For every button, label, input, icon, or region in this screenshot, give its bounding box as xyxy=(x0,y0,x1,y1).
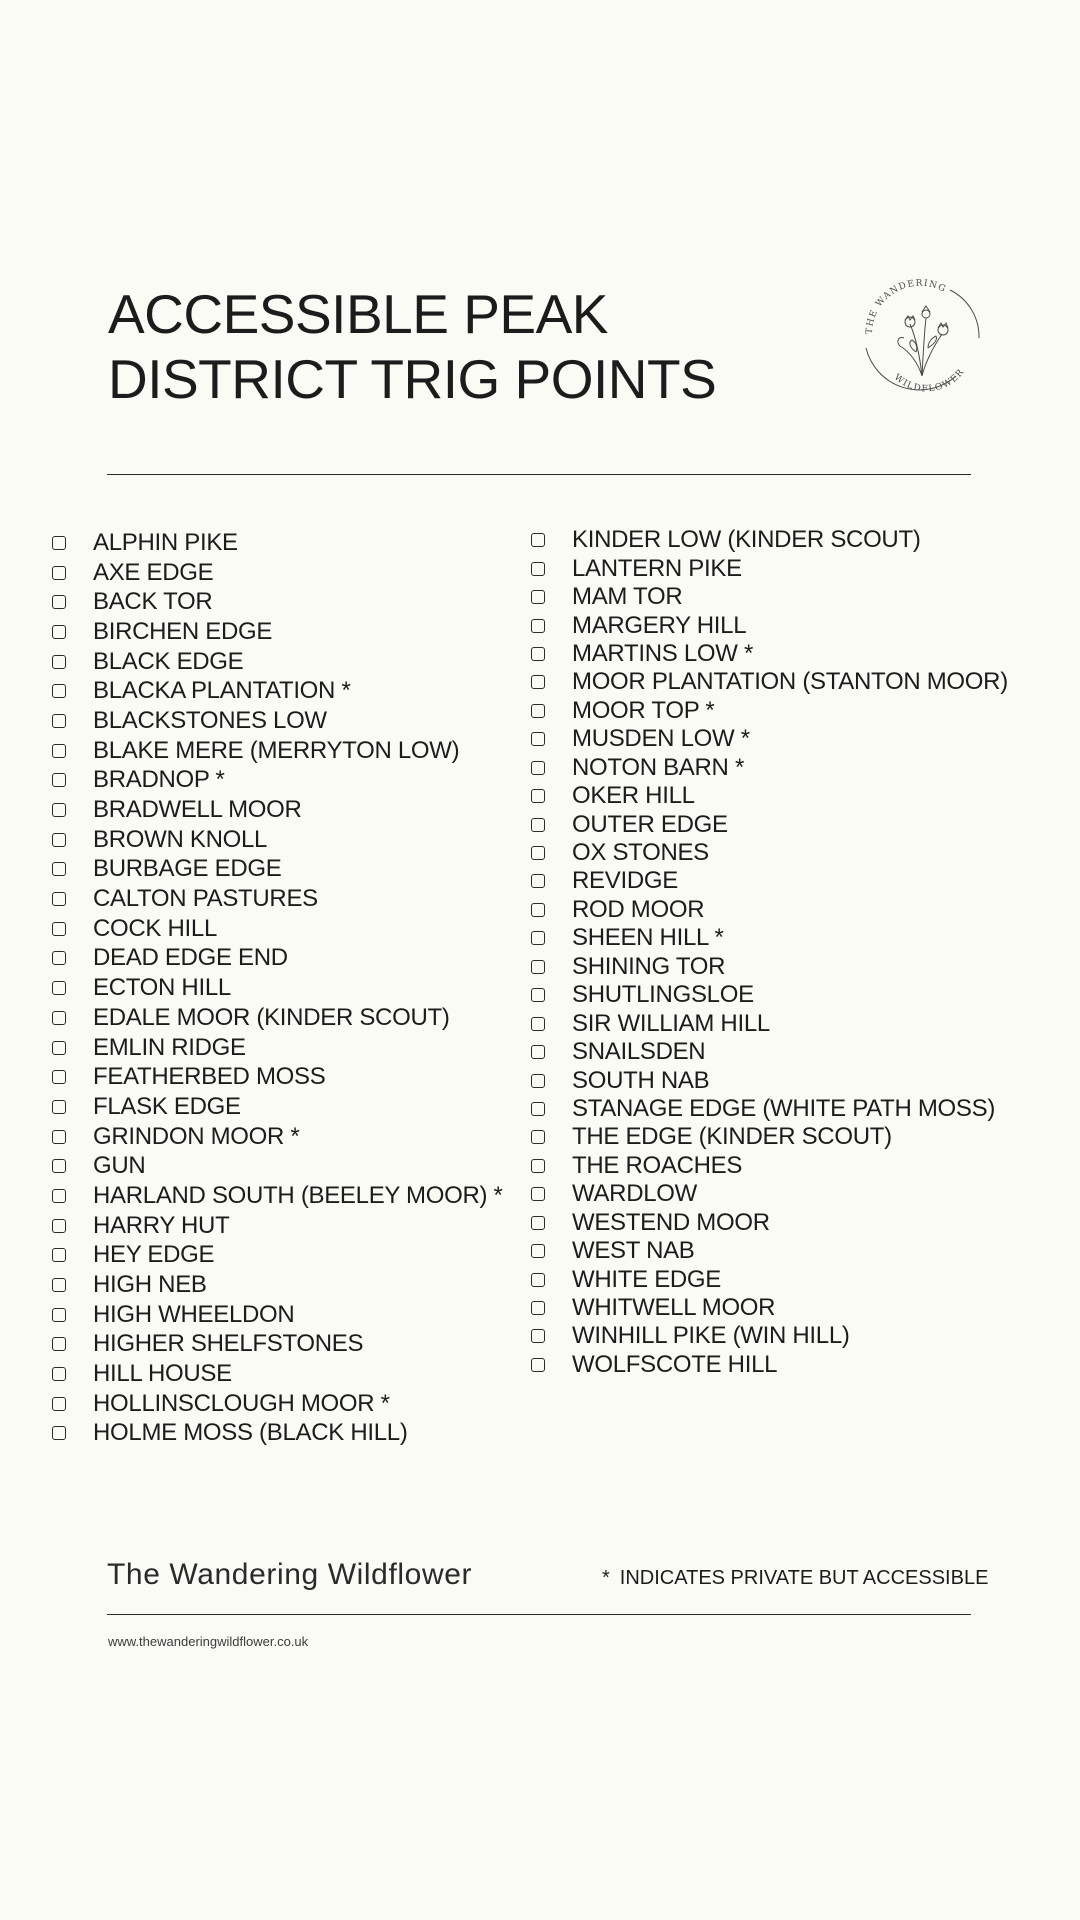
trig-point-label: ROD MOOR xyxy=(572,895,705,923)
trig-point-label: HIGH NEB xyxy=(93,1271,207,1299)
trig-point-item xyxy=(52,617,503,647)
trig-point-label: SOUTH NAB xyxy=(572,1066,710,1094)
trig-point-item xyxy=(531,526,1008,554)
trig-point-item xyxy=(531,1237,1008,1265)
checkbox[interactable] xyxy=(52,1397,66,1411)
website-url[interactable]: www.thewanderingwildflower.co.uk xyxy=(108,1634,309,1649)
trig-point-item xyxy=(531,1209,1008,1237)
trig-point-item xyxy=(531,583,1008,611)
checkbox[interactable] xyxy=(531,903,545,917)
trig-point-item xyxy=(531,668,1008,696)
logo-text-bottom: WILDFLOWER xyxy=(891,366,967,395)
trig-point-label: REVIDGE xyxy=(572,867,678,895)
trig-point-item xyxy=(531,697,1008,725)
trig-point-label: MOOR PLANTATION (STANTON MOOR) xyxy=(572,668,1008,696)
trig-point-label: BURBAGE EDGE xyxy=(93,855,282,883)
trig-point-label: BLACK EDGE xyxy=(93,647,244,675)
top-divider xyxy=(107,474,971,475)
trig-point-label: BLACKSTONES LOW xyxy=(93,706,327,734)
trig-point-item xyxy=(531,554,1008,582)
trig-point-item xyxy=(531,725,1008,753)
trig-point-label: WHITWELL MOOR xyxy=(572,1294,776,1322)
checkbox[interactable] xyxy=(52,566,66,580)
checkbox[interactable] xyxy=(52,684,66,698)
trig-point-item xyxy=(52,766,503,796)
trig-point-label: SHINING TOR xyxy=(572,952,726,980)
trig-point-item xyxy=(52,1062,503,1092)
checkbox[interactable] xyxy=(52,892,66,906)
trig-point-item xyxy=(52,1300,503,1330)
trig-point-label: MAM TOR xyxy=(572,583,683,611)
trig-point-item xyxy=(531,640,1008,668)
trig-point-label: HILL HOUSE xyxy=(93,1360,232,1388)
trig-point-item xyxy=(52,1092,503,1122)
trig-point-label: HOLLINSCLOUGH MOOR * xyxy=(93,1389,390,1417)
checkbox[interactable] xyxy=(531,789,545,803)
trig-point-item xyxy=(52,1241,503,1271)
trig-point-label: KINDER LOW (KINDER SCOUT) xyxy=(572,526,921,554)
checkbox[interactable] xyxy=(531,1301,545,1315)
trig-point-label: SIR WILLIAM HILL xyxy=(572,1009,770,1037)
checkbox[interactable] xyxy=(531,619,545,633)
trig-point-label: HARLAND SOUTH (BEELEY MOOR) * xyxy=(93,1181,503,1209)
trig-point-label: ECTON HILL xyxy=(93,974,231,1002)
trig-point-label: BROWN KNOLL xyxy=(93,825,268,853)
trig-point-item xyxy=(531,953,1008,981)
trig-point-item xyxy=(531,810,1008,838)
checkbox[interactable] xyxy=(52,536,66,550)
trig-point-label: BLAKE MERE (MERRYTON LOW) xyxy=(93,736,460,764)
trig-point-item xyxy=(531,754,1008,782)
trig-point-label: FEATHERBED MOSS xyxy=(93,1063,326,1091)
trig-point-label: BRADWELL MOOR xyxy=(93,796,302,824)
trig-point-item xyxy=(52,855,503,885)
trig-point-item xyxy=(52,973,503,1003)
trig-point-label: LANTERN PIKE xyxy=(572,554,742,582)
trig-point-item xyxy=(531,1351,1008,1379)
trig-point-label: GRINDON MOOR * xyxy=(93,1122,300,1150)
trig-point-item xyxy=(531,839,1008,867)
trig-point-label: HEY EDGE xyxy=(93,1241,215,1269)
trig-point-item xyxy=(52,914,503,944)
trig-point-label: WINHILL PIKE (WIN HILL) xyxy=(572,1322,850,1350)
trig-point-label: HIGH WHEELDON xyxy=(93,1300,295,1328)
checkbox[interactable] xyxy=(52,1278,66,1292)
trig-point-label: MARTINS LOW * xyxy=(572,639,754,667)
trig-point-label: AXE EDGE xyxy=(93,558,214,586)
trig-point-item xyxy=(531,611,1008,639)
trig-point-label: WARDLOW xyxy=(572,1180,698,1208)
trig-point-item xyxy=(52,1270,503,1300)
checkbox[interactable] xyxy=(52,714,66,728)
trig-point-item xyxy=(52,795,503,825)
trig-point-label: WEST NAB xyxy=(572,1237,695,1265)
trig-point-label: FLASK EDGE xyxy=(93,1092,241,1120)
trig-point-item xyxy=(52,1419,503,1449)
trig-point-label: STANAGE EDGE (WHITE PATH MOSS) xyxy=(572,1094,996,1122)
checkbox[interactable] xyxy=(52,655,66,669)
trig-point-label: NOTON BARN * xyxy=(572,753,744,781)
trig-point-item xyxy=(52,528,503,558)
checkbox[interactable] xyxy=(52,1100,66,1114)
checkbox[interactable] xyxy=(531,1216,545,1230)
trig-point-label: OUTER EDGE xyxy=(572,810,728,838)
brand-name: The Wandering Wildflower xyxy=(107,1558,473,1591)
trig-point-item xyxy=(52,1389,503,1419)
trig-point-item xyxy=(52,1003,503,1033)
checkbox[interactable] xyxy=(52,1219,66,1233)
trig-point-label: CALTON PASTURES xyxy=(93,885,318,913)
trig-point-label: MARGERY HILL xyxy=(572,611,747,639)
trig-point-label: SNAILSDEN xyxy=(572,1038,706,1066)
trig-point-item xyxy=(52,736,503,766)
trig-point-label: BACK TOR xyxy=(93,588,213,616)
trig-point-item xyxy=(52,1330,503,1360)
checkbox[interactable] xyxy=(52,1426,66,1440)
checkbox[interactable] xyxy=(531,988,545,1002)
title-line-1: ACCESSIBLE PEAK xyxy=(108,283,608,345)
checkbox[interactable] xyxy=(52,1248,66,1262)
trig-point-item xyxy=(52,1122,503,1152)
checkbox[interactable] xyxy=(52,1337,66,1351)
trig-point-label: OX STONES xyxy=(572,839,709,867)
checkbox[interactable] xyxy=(531,1244,545,1258)
checkbox[interactable] xyxy=(531,647,545,661)
checkbox[interactable] xyxy=(52,803,66,817)
trig-point-label: EMLIN RIDGE xyxy=(93,1033,246,1061)
trig-point-item xyxy=(531,1152,1008,1180)
trig-point-label: COCK HILL xyxy=(93,914,218,942)
checkbox[interactable] xyxy=(531,1159,545,1173)
trig-point-item xyxy=(52,558,503,588)
trig-point-label: THE EDGE (KINDER SCOUT) xyxy=(572,1123,892,1151)
checkbox[interactable] xyxy=(52,595,66,609)
checkbox[interactable] xyxy=(531,1329,545,1343)
trig-point-label: SHEEN HILL * xyxy=(572,924,724,952)
trig-point-label: GUN xyxy=(93,1152,146,1180)
trig-point-label: SHUTLINGSLOE xyxy=(572,981,754,1009)
trig-point-item xyxy=(52,706,503,736)
trig-point-label: MUSDEN LOW * xyxy=(572,725,750,753)
trig-point-item xyxy=(531,1095,1008,1123)
checkbox[interactable] xyxy=(52,1308,66,1322)
trig-point-label: BIRCHEN EDGE xyxy=(93,617,273,645)
checkbox[interactable] xyxy=(531,1187,545,1201)
asterisk-mark: * xyxy=(602,1567,610,1589)
trig-point-item xyxy=(52,587,503,617)
checkbox[interactable] xyxy=(52,1159,66,1173)
checkbox[interactable] xyxy=(531,846,545,860)
trig-point-item xyxy=(531,1180,1008,1208)
checkbox[interactable] xyxy=(531,818,545,832)
checkbox[interactable] xyxy=(52,1130,66,1144)
trig-point-item xyxy=(531,1009,1008,1037)
trig-list-right xyxy=(531,526,1008,1379)
checkbox[interactable] xyxy=(531,1045,545,1059)
trig-point-label: WOLFSCOTE HILL xyxy=(572,1350,778,1378)
trig-point-label: HOLME MOSS (BLACK HILL) xyxy=(93,1419,408,1447)
checkbox[interactable] xyxy=(52,981,66,995)
trig-point-item xyxy=(531,924,1008,952)
logo-text-top: THE WANDERING xyxy=(864,278,948,335)
checkbox[interactable] xyxy=(52,1367,66,1381)
checkbox[interactable] xyxy=(52,922,66,936)
checkbox[interactable] xyxy=(52,833,66,847)
trig-point-item xyxy=(531,896,1008,924)
trig-point-item xyxy=(52,944,503,974)
checkbox[interactable] xyxy=(531,590,545,604)
checkbox[interactable] xyxy=(531,761,545,775)
trig-point-label: WHITE EDGE xyxy=(572,1265,722,1293)
trig-point-label: HARRY HUT xyxy=(93,1211,230,1239)
trig-point-item xyxy=(531,1265,1008,1293)
page-title xyxy=(108,282,716,412)
trig-point-label: MOOR TOP * xyxy=(572,696,715,724)
checkbox[interactable] xyxy=(52,1041,66,1055)
trig-point-label: DEAD EDGE END xyxy=(93,944,288,972)
checkbox[interactable] xyxy=(531,1358,545,1372)
checkbox[interactable] xyxy=(531,1102,545,1116)
trig-list-left xyxy=(52,528,503,1448)
checkbox[interactable] xyxy=(531,874,545,888)
checkbox[interactable] xyxy=(531,931,545,945)
checkbox[interactable] xyxy=(531,960,545,974)
trig-point-item xyxy=(52,1033,503,1063)
trig-point-item xyxy=(52,1181,503,1211)
trig-point-item xyxy=(531,1294,1008,1322)
checkbox[interactable] xyxy=(52,1189,66,1203)
checkbox[interactable] xyxy=(531,533,545,547)
checkbox[interactable] xyxy=(52,1070,66,1084)
trig-point-item xyxy=(52,1151,503,1181)
trig-point-item xyxy=(52,1359,503,1389)
checkbox[interactable] xyxy=(531,1130,545,1144)
title-line-2: DISTRICT TRIG POINTS xyxy=(108,348,717,410)
checkbox[interactable] xyxy=(531,1074,545,1088)
trig-point-item xyxy=(531,1322,1008,1350)
trig-point-item xyxy=(531,782,1008,810)
trig-point-label: THE ROACHES xyxy=(572,1151,743,1179)
trig-point-item xyxy=(52,1211,503,1241)
trig-point-label: EDALE MOOR (KINDER SCOUT) xyxy=(93,1003,450,1031)
checkbox[interactable] xyxy=(531,562,545,576)
trig-point-label: OKER HILL xyxy=(572,782,695,810)
checkbox[interactable] xyxy=(52,1011,66,1025)
checkbox[interactable] xyxy=(52,862,66,876)
checkbox[interactable] xyxy=(531,675,545,689)
trig-point-item xyxy=(531,867,1008,895)
trig-point-item xyxy=(52,676,503,706)
checkbox[interactable] xyxy=(52,625,66,639)
trig-point-item xyxy=(531,981,1008,1009)
checkbox[interactable] xyxy=(52,773,66,787)
asterisk-note xyxy=(602,1567,988,1590)
trig-point-label: WESTEND MOOR xyxy=(572,1208,770,1236)
trig-point-item xyxy=(531,1038,1008,1066)
checkbox[interactable] xyxy=(52,951,66,965)
checkbox[interactable] xyxy=(52,744,66,758)
trig-point-label: BRADNOP * xyxy=(93,766,225,794)
trig-point-item xyxy=(52,825,503,855)
trig-point-label: HIGHER SHELFSTONES xyxy=(93,1330,364,1358)
bottom-divider xyxy=(107,1614,971,1615)
asterisk-note-text: INDICATES PRIVATE BUT ACCESSIBLE xyxy=(619,1567,989,1589)
trig-point-label: BLACKA PLANTATION * xyxy=(93,677,351,705)
trig-point-item xyxy=(531,1066,1008,1094)
trig-point-item xyxy=(531,1123,1008,1151)
checkbox[interactable] xyxy=(531,704,545,718)
trig-point-item xyxy=(52,647,503,677)
wildflower-logo xyxy=(852,268,988,404)
checkbox[interactable] xyxy=(531,1273,545,1287)
checkbox[interactable] xyxy=(531,732,545,746)
trig-point-item xyxy=(52,884,503,914)
trig-point-label: ALPHIN PIKE xyxy=(93,528,238,556)
checkbox[interactable] xyxy=(531,1017,545,1031)
